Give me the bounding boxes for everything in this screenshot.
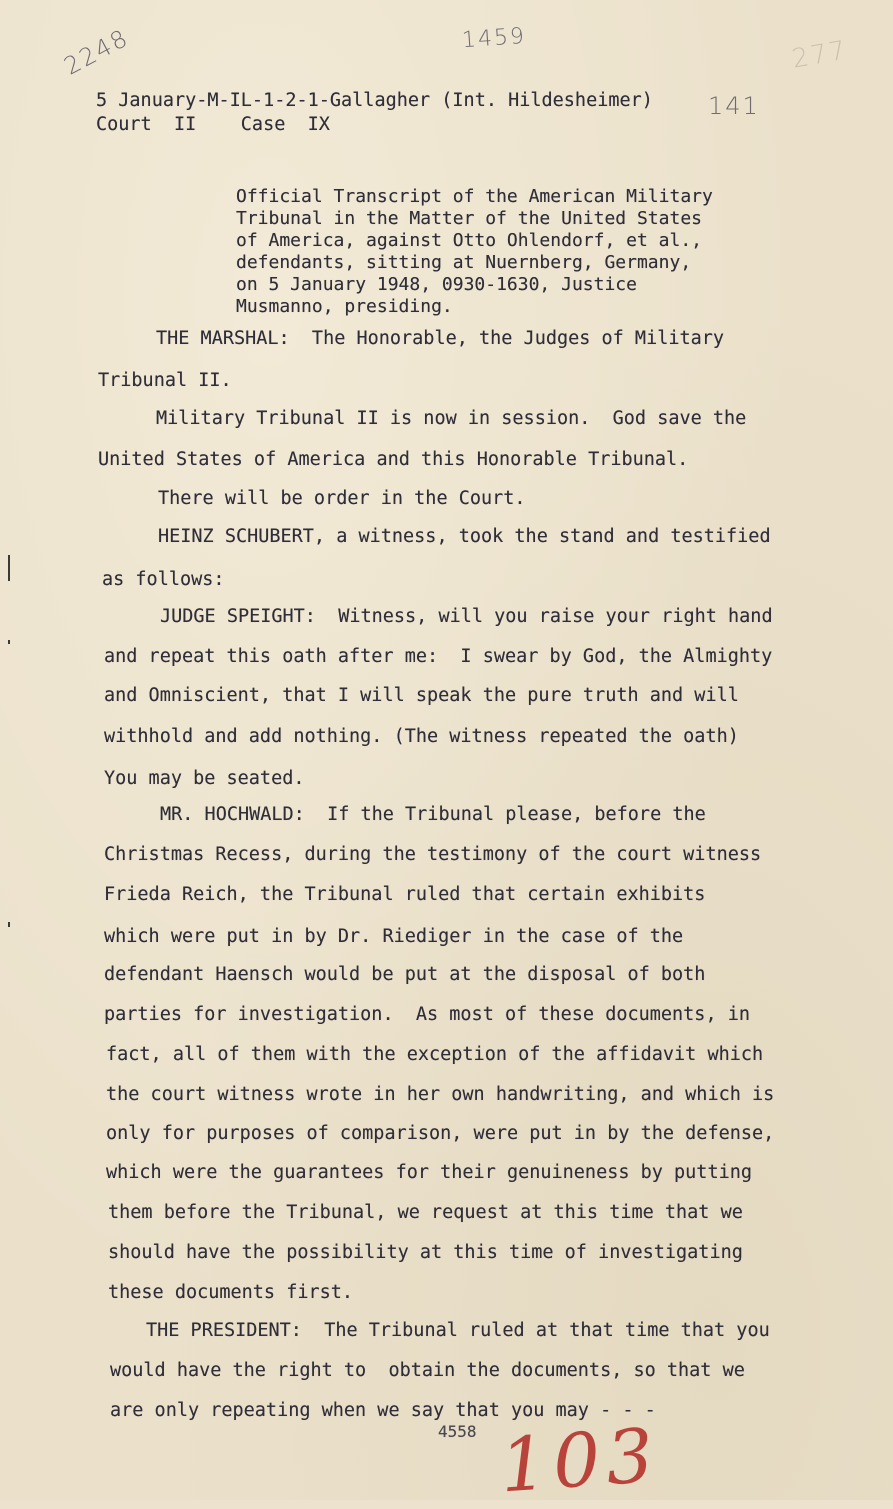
transcript-line: Christmas Recess, during the testimony of the court witness bbox=[104, 844, 762, 865]
header-line-1: 5 January-M-IL-1-2-1-Gallagher (Int. Hildesheimer) bbox=[96, 90, 653, 111]
handwritten-right-number: 141 bbox=[708, 92, 760, 120]
transcript-line: THE MARSHAL: The Honorable, the Judges of Military bbox=[156, 328, 725, 349]
transcript-line: and Omniscient, that I will speak the pure truth and will bbox=[104, 685, 739, 706]
transcript-line: JUDGE SPEIGHT: Witness, will you raise your right hand bbox=[160, 606, 773, 627]
transcript-line: only for purposes of comparison, were put in by the defense, bbox=[106, 1123, 775, 1144]
page-number: 4558 bbox=[438, 1422, 477, 1441]
caption-line: on 5 January 1948, 0930-1630, Justice bbox=[236, 274, 637, 295]
handwritten-left-number: 2248 bbox=[59, 23, 134, 81]
handwritten-faint-number: 277 bbox=[789, 35, 850, 75]
transcript-line: fact, all of them with the exception of the affidavit which bbox=[106, 1044, 764, 1065]
transcript-line: these documents first. bbox=[108, 1282, 354, 1303]
red-handwritten-number: 103 bbox=[497, 1412, 663, 1509]
left-edge-mark bbox=[8, 640, 10, 644]
transcript-line: THE PRESIDENT: The Tribunal ruled at that time that you bbox=[146, 1320, 770, 1341]
transcript-line: them before the Tribunal, we request at this time that we bbox=[108, 1202, 743, 1223]
transcript-line: are only repeating when we say that you may - - - bbox=[110, 1400, 656, 1421]
transcript-line: as follows: bbox=[102, 569, 225, 590]
transcript-line: would have the right to obtain the documents, so that we bbox=[110, 1360, 745, 1381]
left-edge-mark bbox=[8, 555, 10, 581]
handwritten-top-number: 1459 bbox=[461, 23, 527, 54]
caption-line: Tribunal in the Matter of the United States bbox=[236, 208, 702, 229]
transcript-line: the court witness wrote in her own handwriting, and which is bbox=[106, 1084, 775, 1105]
left-edge-mark bbox=[8, 922, 10, 927]
caption-line: of America, against Otto Ohlendorf, et al., bbox=[236, 230, 702, 251]
transcript-line: You may be seated. bbox=[104, 768, 305, 789]
transcript-line: defendant Haensch would be put at the disposal of both bbox=[104, 964, 706, 985]
transcript-line: and repeat this oath after me: I swear by God, the Almighty bbox=[104, 646, 773, 667]
transcript-line: should have the possibility at this time of investigating bbox=[108, 1242, 743, 1263]
caption-line: Official Transcript of the American Military bbox=[236, 186, 713, 207]
caption-line: Musmanno, presiding. bbox=[236, 296, 453, 317]
transcript-line: which were the guarantees for their genuineness by putting bbox=[106, 1162, 753, 1183]
transcript-line: Tribunal II. bbox=[98, 370, 232, 391]
caption-line: defendants, sitting at Nuernberg, Germany, bbox=[236, 252, 692, 273]
header-line-2: Court II Case IX bbox=[96, 114, 330, 135]
transcript-line: United States of America and this Honorable Tribunal. bbox=[98, 449, 689, 470]
transcript-line: parties for investigation. As most of these documents, in bbox=[104, 1004, 751, 1025]
transcript-line: Frieda Reich, the Tribunal ruled that certain exhibits bbox=[104, 884, 706, 905]
transcript-line: MR. HOCHWALD: If the Tribunal please, before the bbox=[160, 804, 706, 825]
transcript-line: withhold and add nothing. (The witness repeated the oath) bbox=[104, 726, 739, 747]
transcript-line: HEINZ SCHUBERT, a witness, took the stand and testified bbox=[158, 526, 771, 547]
transcript-line: which were put in by Dr. Riediger in the case of the bbox=[104, 926, 684, 947]
transcript-line: Military Tribunal II is now in session. God save the bbox=[156, 408, 747, 429]
transcript-line: There will be order in the Court. bbox=[158, 488, 526, 509]
